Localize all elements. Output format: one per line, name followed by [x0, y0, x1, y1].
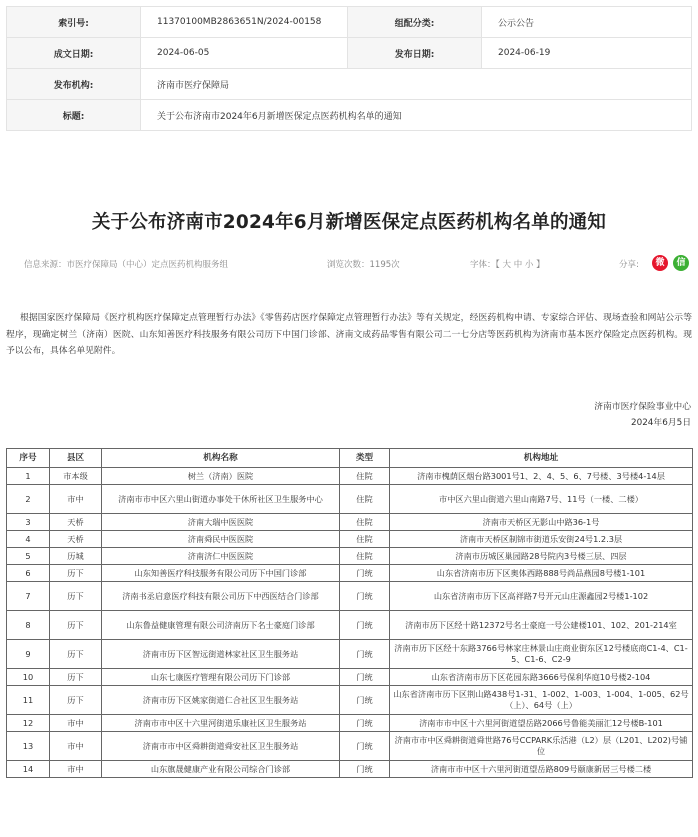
- table-row: [7, 686, 693, 715]
- table-row: [7, 732, 693, 761]
- cell-type: 住院: [340, 531, 390, 548]
- cell-district: 历下: [50, 582, 102, 611]
- cell-no: 11: [7, 686, 50, 715]
- signature-date: 2024年6月5日: [631, 418, 691, 428]
- cell-name: 济南大瑞中医医院: [102, 514, 340, 531]
- cell-type: 住院: [340, 514, 390, 531]
- cell-name: 山东知善医疗科技服务有限公司历下中国门诊部: [102, 565, 340, 582]
- metadata-row: [7, 69, 692, 100]
- cell-district: 天桥: [50, 531, 102, 548]
- cell-name: 济南市历下区智远街道林家社区卫生服务站: [102, 640, 340, 669]
- institution-table: [6, 448, 693, 778]
- published-date-label: 发布日期:: [348, 38, 482, 69]
- cell-address: 市中区六里山街道六里山南路7号、11号（一楼、二楼）: [390, 485, 693, 514]
- metadata-row: [7, 7, 692, 38]
- col-header-district: 县区: [50, 449, 102, 468]
- cell-name: 山东七康医疗管理有限公司历下门诊部: [102, 669, 340, 686]
- cell-address: 济南市市中区舜耕街道舜世路76号CCPARK乐活港（L2）层（L201、L202)号铺位: [390, 732, 693, 761]
- cell-address: 济南市市中区十六里河街道望岳路2066号鲁能美丽汇12号楼B-101: [390, 715, 693, 732]
- table-header-row: [7, 449, 693, 468]
- cell-district: 历下: [50, 669, 102, 686]
- table-row: [7, 611, 693, 640]
- table-row: [7, 548, 693, 565]
- font-medium-button[interactable]: 中: [513, 260, 523, 270]
- cell-district: 天桥: [50, 514, 102, 531]
- cell-name: 树兰（济南）医院: [102, 468, 340, 485]
- cell-no: 3: [7, 514, 50, 531]
- info-source: 信息来源：市医疗保障局（中心）定点医药机构服务组: [24, 260, 229, 270]
- cell-type: 门统: [340, 715, 390, 732]
- cell-no: 4: [7, 531, 50, 548]
- category-label: 组配分类:: [348, 7, 482, 38]
- signature-org: 济南市医疗保险事业中心: [594, 402, 691, 412]
- cell-district: 历下: [50, 640, 102, 669]
- cell-no: 8: [7, 611, 50, 640]
- category-value: 公示公告: [482, 7, 692, 38]
- cell-no: 5: [7, 548, 50, 565]
- table-row: [7, 514, 693, 531]
- subject-label: 标题:: [7, 100, 141, 131]
- cell-type: 住院: [340, 468, 390, 485]
- cell-type: 门统: [340, 669, 390, 686]
- cell-no: 7: [7, 582, 50, 611]
- cell-address: 济南市市中区十六里河街道望岳路809号颐康新居三号楼二楼: [390, 761, 693, 778]
- cell-address: 济南市历下区经十路12372号名士豪庭一号公建楼101、102、201-214室: [390, 611, 693, 640]
- cell-type: 门统: [340, 640, 390, 669]
- cell-name: 济南舜民中医医院: [102, 531, 340, 548]
- cell-type: 门统: [340, 761, 390, 778]
- cell-name: 山东旗晟健康产业有限公司综合门诊部: [102, 761, 340, 778]
- cell-district: 市中: [50, 485, 102, 514]
- page-title: 关于公布济南市2024年6月新增医保定点医药机构名单的通知: [91, 212, 607, 233]
- cell-name: 济南市市中区十六里河街道乐康社区卫生服务站: [102, 715, 340, 732]
- cell-no: 12: [7, 715, 50, 732]
- col-header-no: 序号: [7, 449, 50, 468]
- cell-name: 济南济仁中医医院: [102, 548, 340, 565]
- cell-district: 市中: [50, 715, 102, 732]
- cell-name: 济南市历下区姚家街道仁合社区卫生服务站: [102, 686, 340, 715]
- cell-name: 济南书丞启意医疗科技有限公司历下中西医结合门诊部: [102, 582, 340, 611]
- font-size-control: [470, 258, 545, 270]
- table-row: [7, 468, 693, 485]
- created-date-value: 2024-06-05: [141, 38, 348, 69]
- cell-address: 山东省济南市历下区花园东路3666号保利华庭10号楼2-104: [390, 669, 693, 686]
- cell-no: 9: [7, 640, 50, 669]
- cell-address: 山东省济南市历下区奥体西路888号尚品燕园8号楼1-101: [390, 565, 693, 582]
- cell-address: 济南市天桥区无影山中路36-1号: [390, 514, 693, 531]
- cell-type: 门统: [340, 582, 390, 611]
- col-header-type: 类型: [340, 449, 390, 468]
- table-row: [7, 715, 693, 732]
- subject-value: 关于公布济南市2024年6月新增医保定点医药机构名单的通知: [141, 100, 692, 131]
- cell-type: 门统: [340, 611, 390, 640]
- font-size-label: 字体：【: [470, 260, 500, 270]
- metadata-row: [7, 100, 692, 131]
- cell-no: 1: [7, 468, 50, 485]
- cell-address: 山东省济南市历下区高祥路7号开元山庄源鑫园2号楼1-102: [390, 582, 693, 611]
- cell-district: 市中: [50, 761, 102, 778]
- table-row: [7, 565, 693, 582]
- table-row: [7, 640, 693, 669]
- table-row: [7, 531, 693, 548]
- cell-type: 住院: [340, 485, 390, 514]
- cell-name: 山东鲁益健康管理有限公司济南历下名士豪庭门诊部: [102, 611, 340, 640]
- font-large-button[interactable]: 大: [502, 260, 511, 270]
- publisher-value: 济南市医疗保障局: [141, 69, 692, 100]
- weibo-share-icon[interactable]: 微: [652, 255, 668, 271]
- font-small-button[interactable]: 小: [524, 260, 534, 270]
- wechat-share-icon[interactable]: 信: [673, 255, 689, 271]
- cell-no: 2: [7, 485, 50, 514]
- index-value: 11370100MB2863651N/2024-00158: [141, 7, 348, 38]
- cell-address: 山东省济南市历下区荆山路438号1-31、1-002、1-003、1-004、1-005、62号（上）、64号（上）: [390, 686, 693, 715]
- cell-district: 历下: [50, 565, 102, 582]
- cell-name: 济南市市中区六里山街道办事处干休所社区卫生服务中心: [102, 485, 340, 514]
- share-label: 分享:: [619, 260, 639, 270]
- cell-type: 门统: [340, 565, 390, 582]
- info-views: 浏览次数：1195次: [327, 260, 400, 270]
- table-row: [7, 582, 693, 611]
- cell-name: 济南市市中区舜耕街道舜安社区卫生服务站: [102, 732, 340, 761]
- cell-address: 济南市历下区经十东路3766号林家庄林景山庄商业街东区12号楼底商C1-4、C1-5、C1-6、C2-9: [390, 640, 693, 669]
- cell-district: 市本级: [50, 468, 102, 485]
- publisher-label: 发布机构:: [7, 69, 141, 100]
- table-row: [7, 669, 693, 686]
- published-date-value: 2024-06-19: [482, 38, 692, 69]
- col-header-name: 机构名称: [102, 449, 340, 468]
- table-row: [7, 761, 693, 778]
- font-size-close: 】: [536, 260, 545, 270]
- cell-no: 6: [7, 565, 50, 582]
- article-body: 根据国家医疗保障局《医疗机构医疗保障定点管理暂行办法》《零售药店医疗保障定点管理暂行办法》等有关规定，经医药机构申请、专家综合评估、现场查验和网站公示等程序，现确定树兰（济南）医院、山东知善医疗科技服务有限公司历下中国门诊部、济南文成药品零售有限公司二一七分店等医药机构为济南市基本医疗保险定点医药机构。现予以公布，具体名单见附件。: [6, 313, 692, 356]
- cell-address: 济南市槐荫区烟台路3001号1、2、4、5、6、7号楼、3号楼4-14层: [390, 468, 693, 485]
- cell-no: 13: [7, 732, 50, 761]
- table-row: [7, 485, 693, 514]
- cell-district: 历城: [50, 548, 102, 565]
- cell-address: 济南市天桥区制锦市街道乐安街24号1.2.3层: [390, 531, 693, 548]
- col-header-address: 机构地址: [390, 449, 693, 468]
- cell-district: 市中: [50, 732, 102, 761]
- cell-type: 门统: [340, 732, 390, 761]
- metadata-table: [6, 6, 692, 131]
- metadata-row: [7, 38, 692, 69]
- cell-type: 门统: [340, 686, 390, 715]
- cell-no: 10: [7, 669, 50, 686]
- cell-district: 历下: [50, 611, 102, 640]
- cell-type: 住院: [340, 548, 390, 565]
- cell-district: 历下: [50, 686, 102, 715]
- index-label: 索引号:: [7, 7, 141, 38]
- cell-no: 14: [7, 761, 50, 778]
- created-date-label: 成文日期:: [7, 38, 141, 69]
- cell-address: 济南市历城区巢园路28号院内3号楼三层、四层: [390, 548, 693, 565]
